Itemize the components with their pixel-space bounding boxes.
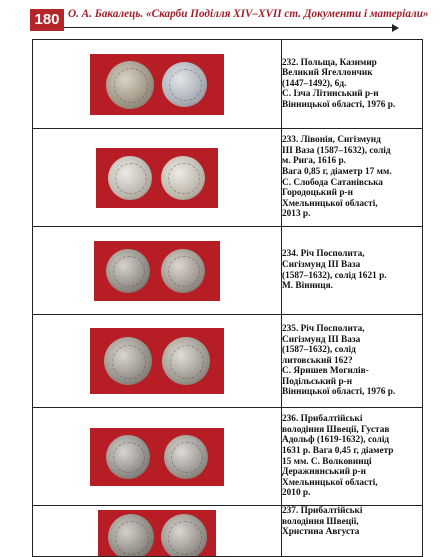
coin-obverse-image xyxy=(104,337,152,385)
coin-photo xyxy=(96,148,218,208)
coin-obverse-image xyxy=(108,514,154,556)
coin-description: 235. Річ Посполита, Сигізмунд III Ваза (1587–1632), солід литовський 162? С. Яришев Могилів- Подільський р-н Вінницької області, 1976 р. xyxy=(282,323,396,398)
page-number: 180 xyxy=(30,9,64,31)
catalog-row xyxy=(33,408,423,506)
coin-reverse-image xyxy=(161,514,207,556)
description-cell xyxy=(282,506,423,557)
coin-photo xyxy=(90,54,224,115)
description-cell xyxy=(282,129,423,227)
photo-cell xyxy=(33,129,282,227)
coin-photo xyxy=(90,428,224,486)
description-cell xyxy=(282,40,423,129)
coin-photo xyxy=(98,510,216,556)
coin-description: 236. Прибалтійські володіння Швеції, Густав Адольф (1619-1632), солід 1631 р. Вага 0,45 г, діаметр 15 мм. С. Волковинці Деражнянський р-н Хмельницької області, 2010 р. xyxy=(282,414,394,499)
coin-obverse-image xyxy=(106,435,150,479)
catalog-row xyxy=(33,129,423,227)
coin-catalog-table xyxy=(32,39,423,557)
description-cell xyxy=(282,315,423,408)
coin-description: 233. Лівонія, Сигізмунд III Ваза (1587–1632), солід м. Рига, 1616 р. Вага 0,85 г, діаметр 17 мм. С. Слобода Сатанівська Городоцький р-н Хмельницької області, 2013 р. xyxy=(282,135,392,220)
description-cell xyxy=(282,227,423,315)
coin-reverse-image xyxy=(161,249,205,293)
coin-reverse-image xyxy=(162,62,207,107)
catalog-row xyxy=(33,315,423,408)
photo-cell xyxy=(33,40,282,129)
coin-description: 237. Прибалтійські володіння Швеції, Христина Августа xyxy=(282,506,363,538)
catalog-row xyxy=(33,40,423,129)
coin-reverse-image xyxy=(162,337,210,385)
header-rule xyxy=(64,27,394,28)
photo-cell xyxy=(33,408,282,506)
coin-reverse-image xyxy=(164,435,208,479)
header-arrow-icon xyxy=(392,24,399,32)
coin-obverse-image xyxy=(108,156,152,200)
coin-obverse-image xyxy=(106,61,154,109)
description-cell xyxy=(282,408,423,506)
photo-cell xyxy=(33,506,282,557)
coin-description: 232. Польща, Казимир Великий Ягеллончик (1447–1492), 6д. С. Ізча Літинський р-н Вінницької області, 1976 р. xyxy=(282,57,396,110)
coin-photo xyxy=(90,328,224,394)
coin-photo xyxy=(94,241,220,301)
coin-reverse-image xyxy=(161,156,205,200)
photo-cell xyxy=(33,227,282,315)
catalog-row xyxy=(33,227,423,315)
running-head: О. А. Бакалець. «Скарби Поділля XIV–XVII ст. Документи і матеріали» xyxy=(68,8,429,20)
coin-description: 234. Річ Посполита, Сигізмунд III Ваза (1587–1632), солід 1621 р. М. Вінниця. xyxy=(282,249,387,292)
photo-cell xyxy=(33,315,282,408)
coin-obverse-image xyxy=(106,249,150,293)
catalog-row xyxy=(33,506,423,557)
